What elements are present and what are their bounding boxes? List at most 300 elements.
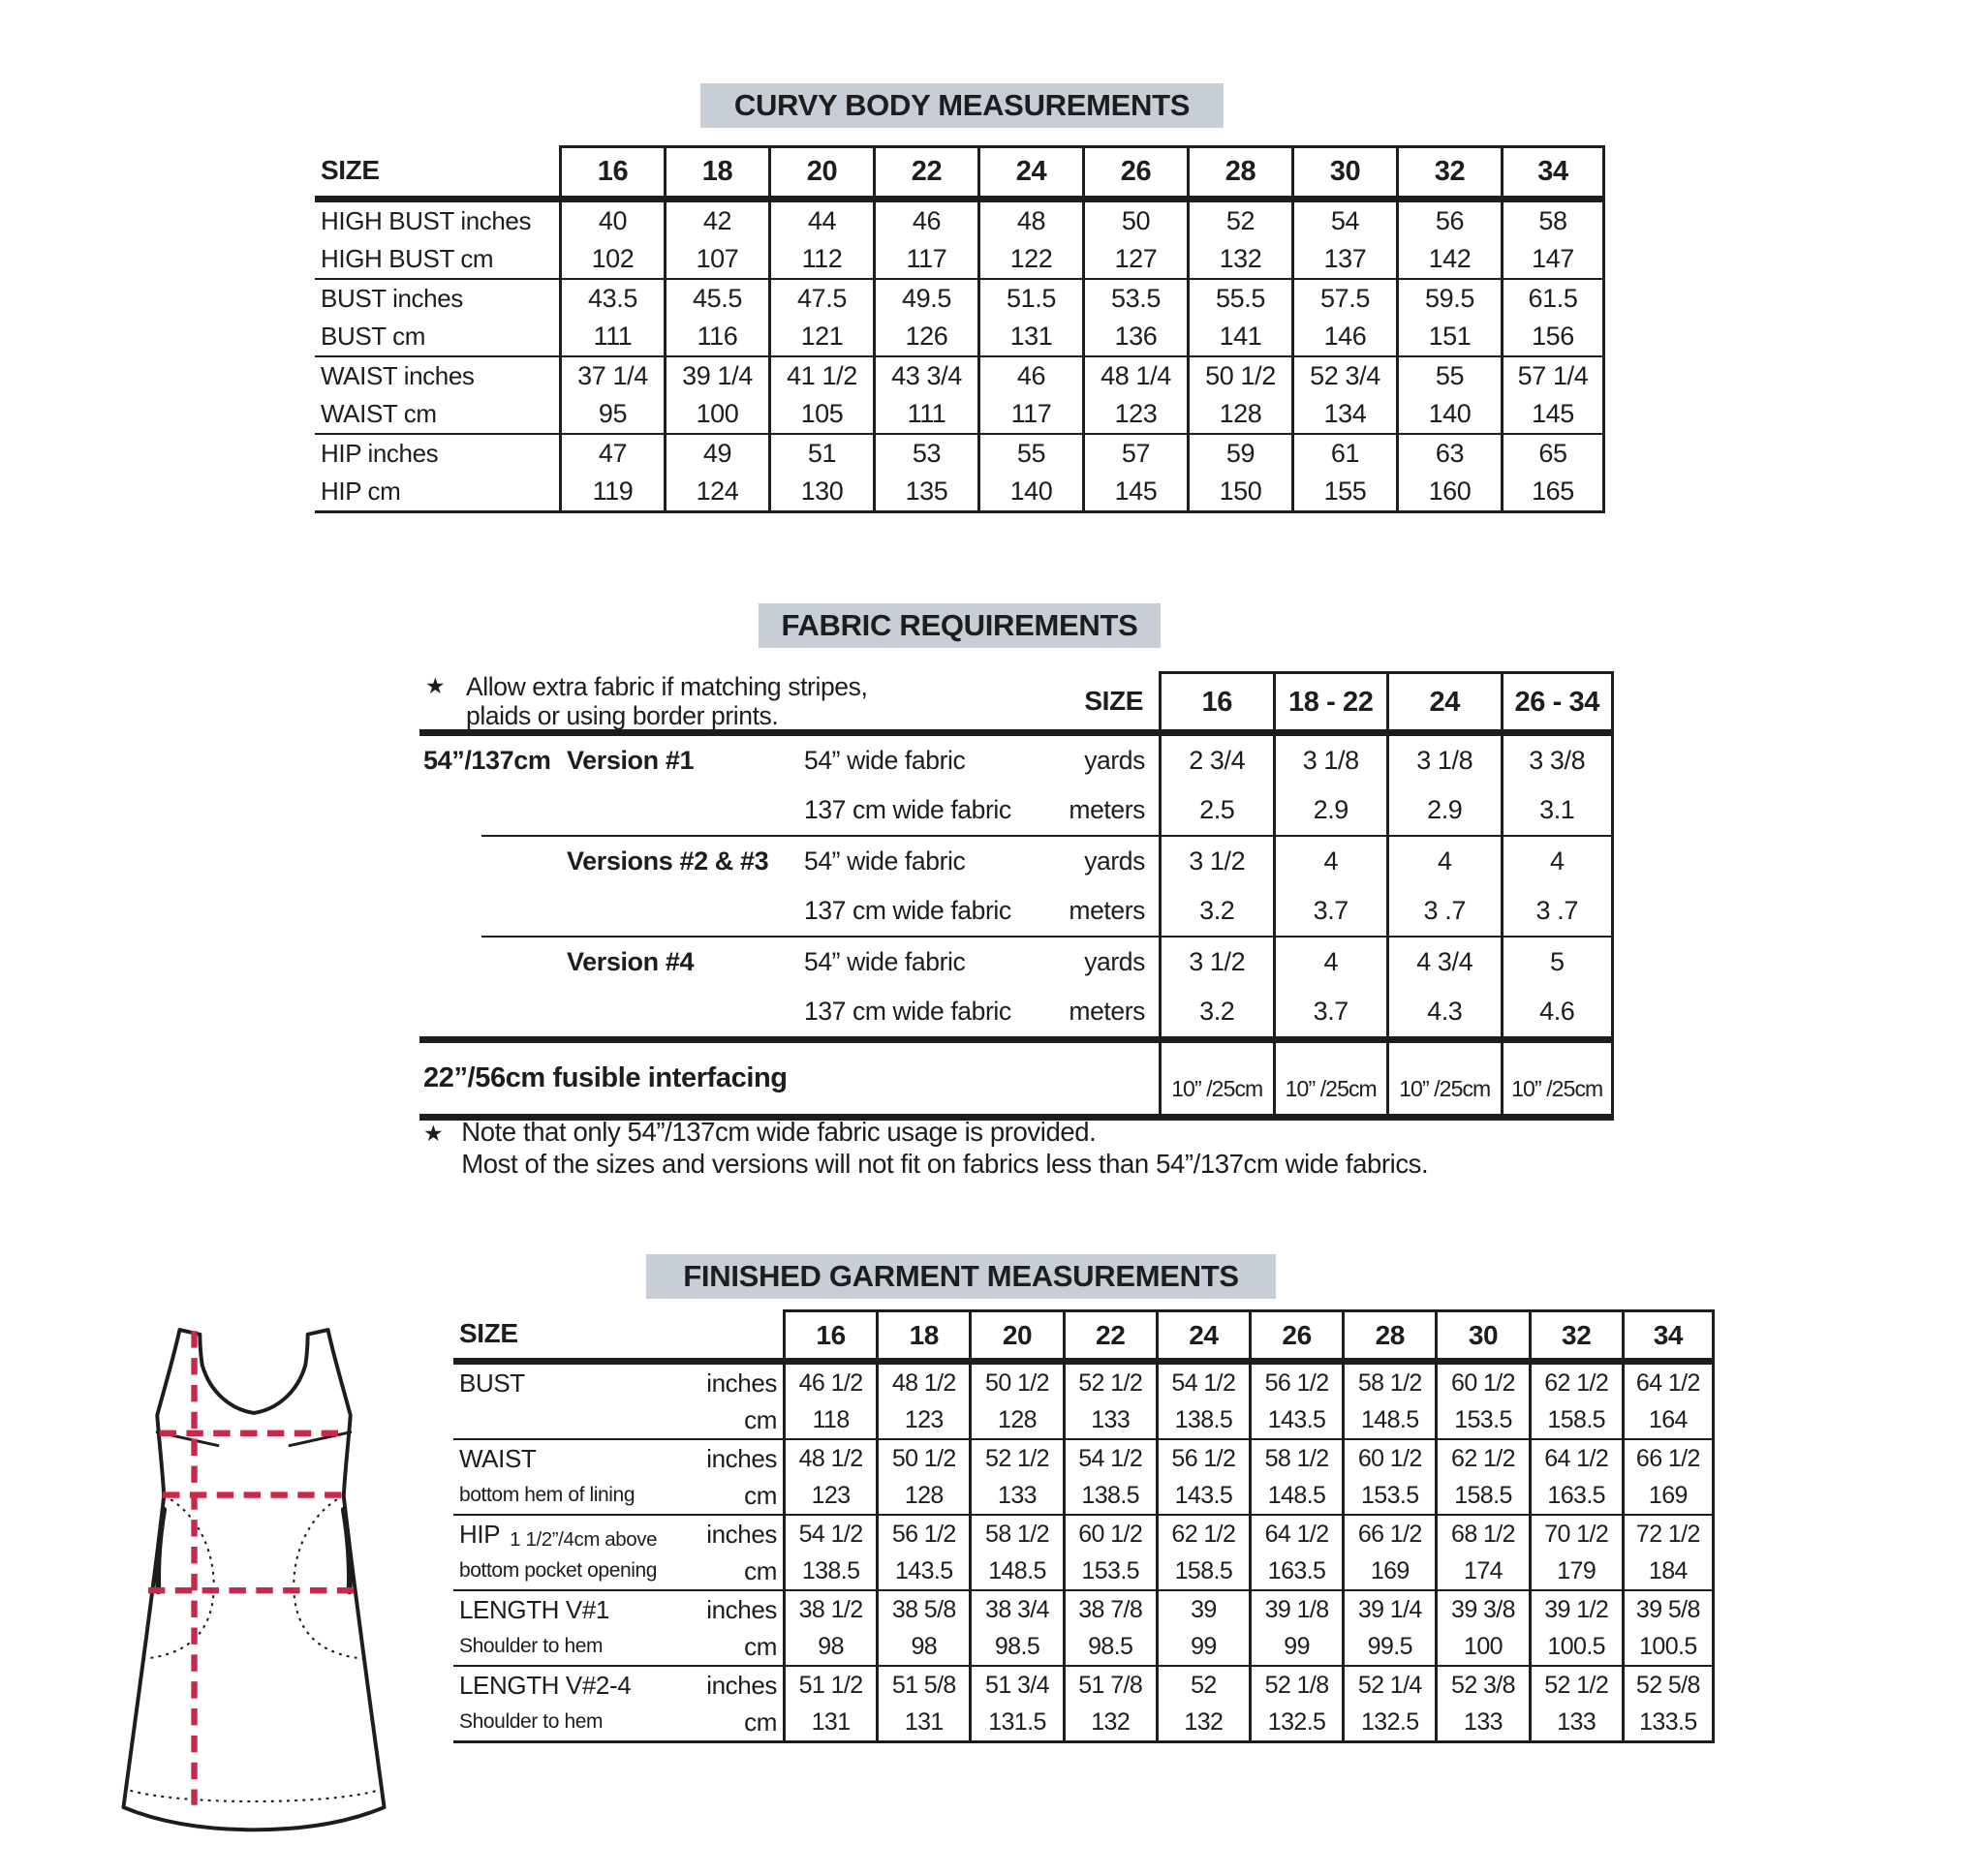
measurement-value: 174: [1435, 1553, 1528, 1589]
fabric-footnote: [423, 1116, 1428, 1180]
size-label: SIZE: [1084, 685, 1143, 716]
footnote-line1: Note that only 54”/137cm wide fabric usage is provided.: [461, 1117, 1097, 1147]
measurement-value: 133: [1063, 1401, 1156, 1438]
row-label: [453, 1667, 783, 1704]
measurement-value: 56 1/2: [1249, 1365, 1342, 1401]
size-column-header: 32: [1529, 1309, 1622, 1358]
measurement-value: 135: [873, 473, 977, 510]
measurement-value: 62 1/2: [1156, 1516, 1249, 1553]
row-label: HIP inches: [321, 439, 439, 468]
measurement-value: 143.5: [1156, 1477, 1249, 1514]
measurement-value: 55: [977, 435, 1082, 473]
row-unit: inches: [706, 1519, 777, 1549]
measurement-value: 102: [559, 240, 664, 278]
measurement-value: 64 1/2: [1529, 1440, 1622, 1477]
row-label: [453, 1553, 783, 1589]
row-name: LENGTH V#1: [459, 1594, 609, 1624]
measurement-value: 105: [768, 395, 873, 433]
fabric-amount: 3 1/8: [1386, 736, 1501, 785]
row-label: HIP cm: [321, 477, 401, 506]
measurement-value: 53: [873, 435, 977, 473]
measurement-value: 123: [876, 1401, 969, 1438]
measurement-value: 49: [664, 435, 768, 473]
measurement-value: 140: [977, 473, 1082, 510]
measurement-value: 43.5: [559, 280, 664, 318]
measurement-value: 140: [1396, 395, 1501, 433]
measurement-value: 46 1/2: [783, 1365, 876, 1401]
measurement-value: 132.5: [1249, 1704, 1342, 1740]
size-column-header: 30: [1435, 1309, 1528, 1358]
finished-garment-table: [453, 1309, 1715, 1743]
measurement-value: 37 1/4: [559, 357, 664, 395]
measurement-value: 116: [664, 318, 768, 355]
measurement-value: 39 1/8: [1249, 1591, 1342, 1628]
fabric-amount: 3.7: [1273, 987, 1387, 1036]
measurement-value: 131: [783, 1704, 876, 1740]
measurement-value: 151: [1396, 318, 1501, 355]
row-label: HIGH BUST inches: [321, 206, 532, 235]
measurement-value: 131: [876, 1704, 969, 1740]
measurement-value: 48 1/2: [783, 1440, 876, 1477]
size-column-header: 28: [1187, 145, 1291, 196]
fabric-amount: 3.2: [1159, 987, 1273, 1036]
row-name: BUST: [459, 1368, 525, 1398]
table-bottom-rule: [315, 510, 1605, 513]
measurement-value: 98.5: [1063, 1628, 1156, 1665]
measurement-value: 150: [1187, 473, 1291, 510]
measurement-value: 143.5: [876, 1553, 969, 1589]
measurement-value: 131.5: [969, 1704, 1062, 1740]
size-column-header: 22: [1063, 1309, 1156, 1358]
size-column-header: 24: [977, 145, 1082, 196]
size-column-header: 32: [1396, 145, 1501, 196]
measurement-value: 58 1/2: [1342, 1365, 1435, 1401]
fabric-width-label: 54”/137cm: [423, 746, 551, 775]
measurement-value: 147: [1501, 240, 1605, 278]
fabric-requirements-title: FABRIC REQUIREMENTS: [759, 603, 1161, 648]
measurement-value: 132: [1187, 240, 1291, 278]
version-label: Version #1: [567, 746, 695, 775]
row-subnote: bottom hem of lining: [459, 1484, 636, 1506]
fabric-amount: 4: [1501, 837, 1615, 886]
table-row: [453, 1440, 1715, 1477]
fabric-header-row: [419, 671, 1614, 729]
measurement-value: 47.5: [768, 280, 873, 318]
measurement-value: 138.5: [1156, 1401, 1249, 1438]
size-column-header: 26 - 34: [1501, 671, 1615, 730]
dress-illustration: [85, 1267, 422, 1876]
measurement-value: 48 1/4: [1082, 357, 1187, 395]
measurement-value: 98: [783, 1628, 876, 1665]
measurement-value: 148.5: [1249, 1477, 1342, 1514]
measurement-value: 57: [1082, 435, 1187, 473]
measurement-value: 133: [1529, 1704, 1622, 1740]
unit-label: yards: [1084, 947, 1145, 976]
fabric-type-label: 137 cm wide fabric: [804, 997, 1011, 1026]
size-column-header: 16: [1159, 671, 1273, 730]
measurement-value: 158.5: [1529, 1401, 1622, 1438]
measurement-value: 95: [559, 395, 664, 433]
measurement-value: 49.5: [873, 280, 977, 318]
row-label: WAIST cm: [321, 399, 437, 428]
header-rule: [315, 196, 1605, 202]
measurement-value: 99: [1249, 1628, 1342, 1665]
table-row: [315, 473, 1605, 510]
measurement-value: 48: [977, 202, 1082, 240]
row-label: BUST inches: [321, 284, 463, 313]
row-label: [453, 1704, 783, 1740]
measurement-value: 59.5: [1396, 280, 1501, 318]
measurement-value: 131: [977, 318, 1082, 355]
measurement-value: 40: [559, 202, 664, 240]
fabric-amount: 3.2: [1159, 886, 1273, 936]
measurement-value: 39 1/2: [1529, 1591, 1622, 1628]
unit-label: meters: [1069, 896, 1145, 925]
spacer: [419, 785, 567, 835]
measurement-value: 39 3/8: [1435, 1591, 1528, 1628]
measurement-value: 163.5: [1529, 1477, 1622, 1514]
measurement-value: 98: [876, 1628, 969, 1665]
row-label: [453, 1516, 783, 1553]
table-row: [315, 395, 1605, 433]
table-row: [453, 1667, 1715, 1704]
size-column-header: 20: [969, 1309, 1062, 1358]
measurement-value: 50 1/2: [969, 1365, 1062, 1401]
measurement-value: 39: [1156, 1591, 1249, 1628]
spacer: [567, 886, 785, 936]
unit-label: yards: [1084, 746, 1145, 775]
spacer: [419, 987, 567, 1036]
fabric-amount: 4: [1386, 837, 1501, 886]
table-row: [419, 785, 1614, 835]
measurement-value: 50: [1082, 202, 1187, 240]
measurement-value: 100.5: [1529, 1628, 1622, 1665]
interfacing-label: 22”/56cm fusible interfacing: [423, 1062, 788, 1093]
measurement-value: 100.5: [1622, 1628, 1715, 1665]
measurement-value: 111: [873, 395, 977, 433]
size-header-row: [315, 145, 1605, 196]
measurement-value: 44: [768, 202, 873, 240]
measurement-value: 39 5/8: [1622, 1591, 1715, 1628]
fabric-requirements-table: [419, 671, 1614, 1121]
measurement-value: 58 1/2: [1249, 1440, 1342, 1477]
fabric-type-label: 137 cm wide fabric: [804, 795, 1011, 824]
measurement-value: 111: [559, 318, 664, 355]
table-row: [315, 357, 1605, 395]
version-label: Versions #2 & #3: [567, 846, 769, 876]
measurement-value: 169: [1622, 1477, 1715, 1514]
measurement-value: 123: [783, 1477, 876, 1514]
fabric-amount: 4: [1273, 837, 1387, 886]
measurement-value: 133: [1435, 1704, 1528, 1740]
interfacing-amount: 10” /25cm: [1386, 1043, 1501, 1114]
measurement-value: 56 1/2: [1156, 1440, 1249, 1477]
size-column-header: 24: [1386, 671, 1501, 730]
size-column-header: 18 - 22: [1273, 671, 1387, 730]
fabric-group-version4: [419, 938, 1614, 1036]
row-unit: cm: [744, 1631, 777, 1661]
measurement-value: 146: [1291, 318, 1396, 355]
size-column-header: 30: [1291, 145, 1396, 196]
measurement-value: 56 1/2: [876, 1516, 969, 1553]
measurement-value: 163.5: [1249, 1553, 1342, 1589]
measurement-value: 38 3/4: [969, 1591, 1062, 1628]
size-column-header: 22: [873, 145, 977, 196]
unit-label: yards: [1084, 846, 1145, 876]
row-label: [453, 1401, 783, 1438]
body-measurements-title: CURVY BODY MEASUREMENTS: [700, 83, 1224, 128]
measurement-value: 107: [664, 240, 768, 278]
size-column-header: 18: [664, 145, 768, 196]
fabric-amount: 4: [1273, 938, 1387, 987]
fabric-note-line1: Allow extra fabric if matching stripes,: [466, 672, 868, 701]
measurement-value: 57.5: [1291, 280, 1396, 318]
measurement-value: 61: [1291, 435, 1396, 473]
table-bottom-rule: [453, 1740, 1715, 1743]
measurement-value: 128: [876, 1477, 969, 1514]
size-column-header: 34: [1622, 1309, 1715, 1358]
measurement-value: 164: [1622, 1401, 1715, 1438]
measurement-value: 165: [1501, 473, 1605, 510]
waist-row-group: [453, 1438, 1715, 1514]
measurement-value: 60 1/2: [1063, 1516, 1156, 1553]
measurement-value: 133.5: [1622, 1704, 1715, 1740]
measurement-value: 54: [1291, 202, 1396, 240]
measurement-value: 98.5: [969, 1628, 1062, 1665]
unit-label: meters: [1069, 795, 1145, 824]
fabric-amount: 3 3/8: [1501, 736, 1615, 785]
measurement-value: 121: [768, 318, 873, 355]
size-column-header: 34: [1501, 145, 1605, 196]
measurement-value: 54 1/2: [1156, 1365, 1249, 1401]
table-row: [419, 938, 1614, 987]
hip-row-group: [315, 433, 1605, 510]
measurement-value: 70 1/2: [1529, 1516, 1622, 1553]
measurement-value: 138.5: [1063, 1477, 1156, 1514]
row-label: [453, 1628, 783, 1665]
spacer: [567, 785, 785, 835]
size-column-header: 28: [1342, 1309, 1435, 1358]
measurement-value: 128: [1187, 395, 1291, 433]
measurement-value: 52: [1156, 1667, 1249, 1704]
measurement-value: 148.5: [1342, 1401, 1435, 1438]
measurement-value: 42: [664, 202, 768, 240]
measurement-value: 119: [559, 473, 664, 510]
fabric-amount: 3 .7: [1386, 886, 1501, 936]
fabric-amount: 2.9: [1386, 785, 1501, 835]
measurement-value: 52: [1187, 202, 1291, 240]
size-label: SIZE: [459, 1318, 518, 1348]
spacer: [567, 987, 785, 1036]
measurement-value: 52 1/2: [969, 1440, 1062, 1477]
dress-outline: [123, 1330, 384, 1830]
row-unit: inches: [706, 1443, 777, 1473]
measurement-value: 47: [559, 435, 664, 473]
measurement-value: 51 1/2: [783, 1667, 876, 1704]
star-icon: ★: [425, 673, 446, 698]
measurement-value: 60 1/2: [1342, 1440, 1435, 1477]
measurement-value: 68 1/2: [1435, 1516, 1528, 1553]
measurement-value: 99.5: [1342, 1628, 1435, 1665]
measurement-value: 132: [1156, 1704, 1249, 1740]
size-column-header: 16: [559, 145, 664, 196]
waist-row-group: [315, 355, 1605, 433]
high-bust-row-group: [315, 202, 1605, 278]
size-column-header: 20: [768, 145, 873, 196]
fabric-group-version1: [419, 736, 1614, 835]
measurement-value: 52 1/2: [1063, 1365, 1156, 1401]
row-label: [453, 1440, 783, 1477]
row-unit: cm: [744, 1480, 777, 1510]
measurement-value: 184: [1622, 1553, 1715, 1589]
measurement-value: 127: [1082, 240, 1187, 278]
measurement-value: 63: [1396, 435, 1501, 473]
fabric-type-label: 54” wide fabric: [804, 947, 966, 976]
measurement-value: 126: [873, 318, 977, 355]
bust-row-group: [315, 278, 1605, 355]
measurement-value: 55.5: [1187, 280, 1291, 318]
measurement-value: 155: [1291, 473, 1396, 510]
measurement-value: 51 3/4: [969, 1667, 1062, 1704]
table-row: [453, 1553, 1715, 1589]
table-row: [315, 280, 1605, 318]
row-name: LENGTH V#2-4: [459, 1670, 632, 1700]
fabric-type-label: 54” wide fabric: [804, 746, 966, 775]
size-label: SIZE: [321, 155, 380, 185]
measurement-value: 133: [969, 1477, 1062, 1514]
measurement-value: 160: [1396, 473, 1501, 510]
measurement-value: 52 5/8: [1622, 1667, 1715, 1704]
measurement-value: 153.5: [1342, 1477, 1435, 1514]
table-row: [419, 736, 1614, 785]
measurement-value: 51 5/8: [876, 1667, 969, 1704]
measurement-value: 52 1/8: [1249, 1667, 1342, 1704]
measurement-value: 62 1/2: [1435, 1440, 1528, 1477]
measurement-value: 58: [1501, 202, 1605, 240]
measurement-value: 46: [873, 202, 977, 240]
row-label: BUST cm: [321, 322, 425, 351]
fabric-type-label: 54” wide fabric: [804, 846, 966, 876]
row-label: [453, 1365, 783, 1401]
row-label: [453, 1591, 783, 1628]
measurement-value: 153.5: [1063, 1553, 1156, 1589]
star-icon: ★: [423, 1121, 444, 1146]
measurement-value: 43 3/4: [873, 357, 977, 395]
hip-row-group: [453, 1514, 1715, 1589]
table-row: [453, 1477, 1715, 1514]
fabric-amount: 2.9: [1273, 785, 1387, 835]
row-subnote: Shoulder to hem: [459, 1710, 604, 1733]
fabric-amount: 3 .7: [1501, 886, 1615, 936]
table-row: [453, 1591, 1715, 1628]
fabric-amount: 5: [1501, 938, 1615, 987]
measurement-value: 158.5: [1435, 1477, 1528, 1514]
size-header-row: [453, 1309, 1715, 1358]
table-row: [453, 1628, 1715, 1665]
measurement-value: 124: [664, 473, 768, 510]
bust-row-group: [453, 1365, 1715, 1438]
measurement-value: 179: [1529, 1553, 1622, 1589]
fabric-amount: 2.5: [1159, 785, 1273, 835]
footnote-line2: Most of the sizes and versions will not fit on fabrics less than 54”/137cm wide fabrics.: [461, 1149, 1429, 1179]
fabric-note-line2: plaids or using border prints.: [466, 701, 779, 730]
measurement-value: 54 1/2: [783, 1516, 876, 1553]
measurement-value: 132: [1063, 1704, 1156, 1740]
interfacing-amount: 10” /25cm: [1159, 1043, 1273, 1114]
measurement-value: 39 1/4: [664, 357, 768, 395]
measurement-value: 60 1/2: [1435, 1365, 1528, 1401]
fabric-amount: 4 3/4: [1386, 938, 1501, 987]
row-subnote: Shoulder to hem: [459, 1635, 604, 1657]
size-column-header: 26: [1082, 145, 1187, 196]
spacer: [419, 886, 567, 936]
measurement-value: 48 1/2: [876, 1365, 969, 1401]
measurement-value: 50 1/2: [876, 1440, 969, 1477]
measurement-value: 153.5: [1435, 1401, 1528, 1438]
finished-garment-title: FINISHED GARMENT MEASUREMENTS: [646, 1254, 1276, 1299]
measurement-value: 156: [1501, 318, 1605, 355]
measurement-value: 128: [969, 1401, 1062, 1438]
row-note: 1 1/2”/4cm above: [510, 1528, 658, 1551]
fabric-amount: 4.3: [1386, 987, 1501, 1036]
fabric-group-versions2-3: [419, 837, 1614, 936]
table-row: [315, 318, 1605, 355]
measurement-value: 117: [873, 240, 977, 278]
fabric-note: [419, 671, 1038, 730]
table-row: [419, 837, 1614, 886]
table-row: [419, 886, 1614, 936]
measurement-value: 118: [783, 1401, 876, 1438]
measurement-value: 66 1/2: [1342, 1516, 1435, 1553]
measurement-value: 62 1/2: [1529, 1365, 1622, 1401]
row-label: WAIST inches: [321, 361, 475, 390]
measurement-value: 50 1/2: [1187, 357, 1291, 395]
measurement-value: 141: [1187, 318, 1291, 355]
measurement-value: 136: [1082, 318, 1187, 355]
table-row: [453, 1704, 1715, 1740]
table-row: [315, 435, 1605, 473]
measurement-value: 99: [1156, 1628, 1249, 1665]
row-unit: inches: [706, 1368, 777, 1398]
measurement-value: 64 1/2: [1622, 1365, 1715, 1401]
fabric-amount: 3 1/8: [1273, 736, 1387, 785]
measurement-value: 142: [1396, 240, 1501, 278]
measurement-value: 53.5: [1082, 280, 1187, 318]
measurement-value: 132.5: [1342, 1704, 1435, 1740]
version-label: Version #4: [567, 947, 695, 976]
table-row: [315, 240, 1605, 278]
fabric-amount: 3.7: [1273, 886, 1387, 936]
fabric-type-label: 137 cm wide fabric: [804, 896, 1011, 925]
measurement-value: 41 1/2: [768, 357, 873, 395]
measurement-value: 122: [977, 240, 1082, 278]
interfacing-top-rule: [419, 1036, 1614, 1043]
size-column-header: 24: [1156, 1309, 1249, 1358]
measurement-value: 51.5: [977, 280, 1082, 318]
measurement-value: 72 1/2: [1622, 1516, 1715, 1553]
unit-label: meters: [1069, 997, 1145, 1026]
measurement-value: 123: [1082, 395, 1187, 433]
length-v1-row-group: [453, 1589, 1715, 1665]
measurement-value: 100: [664, 395, 768, 433]
length-v2-4-row-group: [453, 1665, 1715, 1740]
measurement-value: 52 3/8: [1435, 1667, 1528, 1704]
row-label: HIGH BUST cm: [321, 244, 494, 273]
fabric-amount: 3 1/2: [1159, 837, 1273, 886]
header-rule: [419, 729, 1614, 736]
fabric-amount: 3 1/2: [1159, 938, 1273, 987]
row-subnote: bottom pocket opening: [459, 1559, 658, 1582]
